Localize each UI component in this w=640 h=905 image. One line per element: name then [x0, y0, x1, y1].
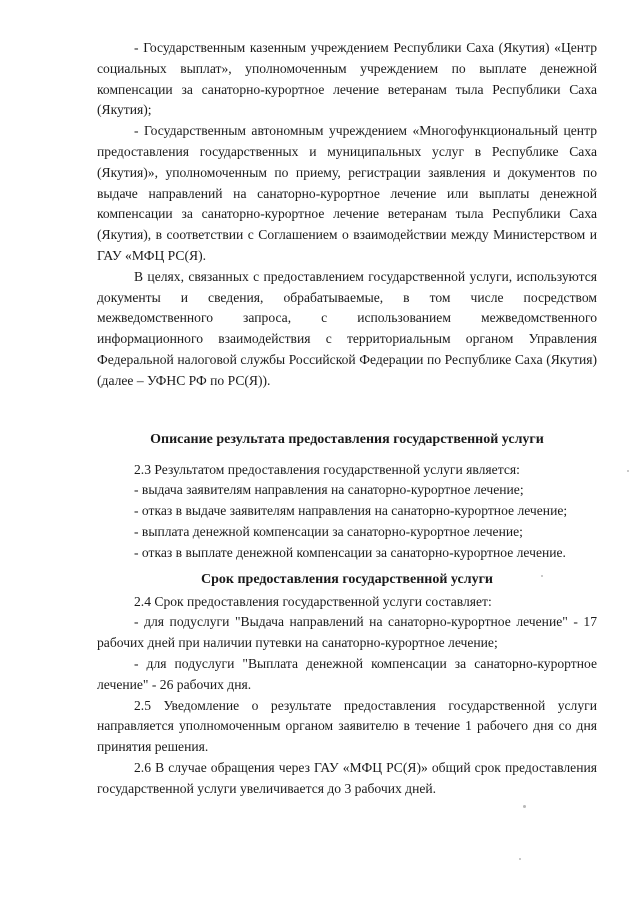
list-item-refuse-compensation: - отказ в выплате денежной компенсации за санаторно-курортное лечение. — [134, 544, 566, 560]
list-item-term-compensation: - для подуслуги "Выплата денежной компенсации за санаторно-курортное лечение" - 26 рабочих дня. — [97, 655, 597, 692]
section-result-heading: Описание результата предоставления государственной услуги — [150, 431, 544, 447]
scan-speck — [519, 858, 521, 860]
paragraph-2-6: 2.6 В случае обращения через ГАУ «МФЦ РС(Я)» общий срок предоставления государственной услуги увеличивается до 3 рабочих дней. — [97, 759, 597, 796]
list-item-term-referral: - для подуслуги "Выдача направлений на санаторно-курортное лечение" - 17 рабочих дней при наличии путевки на санаторно-курортное лечение; — [97, 614, 597, 651]
paragraph-2-3: 2.3 Результатом предоставления государственной услуги является: — [134, 461, 520, 477]
paragraph-2-4: 2.4 Срок предоставления государственной услуги составляет: — [134, 593, 492, 609]
scan-speck — [627, 470, 629, 472]
list-item-pay-compensation: - выплата денежной компенсации за санаторно-курортное лечение; — [134, 523, 523, 539]
list-item-refuse-referral: - отказ в выдаче заявителям направления на санаторно-курортное лечение; — [134, 503, 568, 519]
section-term-heading: Срок предоставления государственной услуги — [201, 571, 493, 587]
scan-speck — [541, 575, 543, 577]
document-page — [97, 38, 597, 800]
paragraph-2-5: 2.5 Уведомление о результате предоставления государственной услуги направляется уполномоченным органом заявителю в течение 1 рабочего дня со дня принятия решения. — [97, 697, 597, 755]
list-item-issue-referral: - выдача заявителям направления на санаторно-курортное лечение; — [134, 482, 524, 498]
paragraph-gku-csv: - Государственным казенным учреждением Республики Саха (Якутия) «Центр социальных выплат», уполномоченным учреждением по выплате денежной компенсации за санаторно-курортное лечение ветеранам тыла Республики Саха (Якутия); — [97, 40, 597, 118]
scan-speck — [523, 805, 526, 808]
paragraph-gau-mfc: - Государственным автономным учреждением «Многофункциональный центр предоставления государственных и муниципальных услуг в Республике Саха (Якутия)», уполномоченным по приему, регистрации заявления и документов по выдаче направлений на санаторно-курортное лечение или выплаты денежной компенсации за санаторно-курортное лечение ветеранам тыла Республики Саха (Якутия), в соответствии с Соглашением о взаимодействии между Министерством и ГАУ «МФЦ РС(Я). — [97, 123, 597, 263]
paragraph-interagency: В целях, связанных с предоставлением государственной услуги, используются документы и сведения, обрабатываемые, в том числе посредством межведомственного запроса, с использованием межведомственного информационного взаимодействия с территориальным органом Управления Федеральной налоговой службы Российской Федерации по Республике Саха (Якутия) (далее – УФНС РФ по РС(Я)). — [97, 268, 597, 388]
